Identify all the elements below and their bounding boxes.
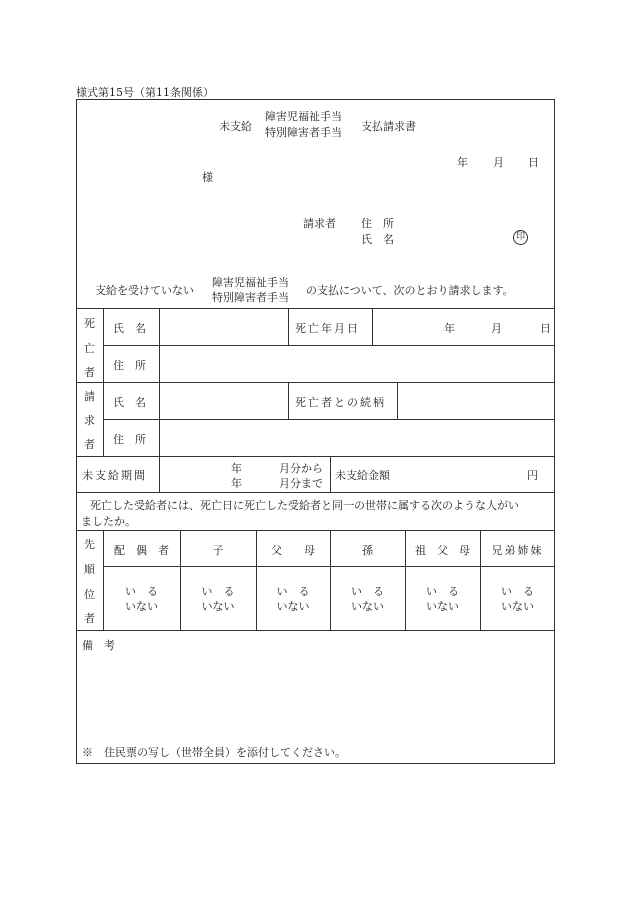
period-from-month: 月分から: [279, 462, 323, 475]
column-child: 子: [212, 544, 224, 557]
claimant-group-char-3: 者: [84, 438, 95, 451]
parents-option-no: いない: [276, 600, 310, 613]
unpaid-amount-unit: 円: [527, 469, 538, 482]
claimant-group-char-2: 求: [84, 414, 95, 427]
deceased-address-label: 住 所: [113, 359, 146, 372]
siblings-option-yes: い る: [501, 585, 534, 598]
death-date-day-unit: 日: [540, 322, 551, 335]
addressee-suffix: 様: [202, 171, 213, 184]
spouse-option-no: いない: [125, 600, 158, 613]
relation-label: 死亡者との続柄: [295, 396, 386, 409]
unpaid-amount-label: 未支給金額: [335, 469, 390, 482]
deceased-group-char-1: 死: [84, 317, 95, 330]
date-month-label: 月: [493, 156, 504, 169]
question-line-2: ましたか。: [81, 515, 136, 528]
priority-group-char-4: 者: [84, 612, 95, 625]
title-allowance-2: 特別障害者手当: [265, 126, 342, 139]
column-parents: 父 母: [271, 544, 315, 557]
column-grandparents: 祖 父 母: [415, 544, 470, 557]
title-prefix: 未支給: [219, 120, 252, 133]
title-allowance-1: 障害児福祉手当: [265, 110, 342, 123]
grandparents-option-no: いない: [426, 600, 459, 613]
child-option-no: いない: [201, 600, 235, 613]
title-suffix: 支払請求書: [361, 120, 416, 133]
claimant-header-label: 請求者: [303, 217, 336, 230]
claimant-header-address-label: 住 所: [361, 217, 394, 230]
grandparents-option-yes: い る: [426, 585, 459, 598]
question-line-1: 死亡した受給者には、死亡日に死亡した受給者と同一の世帯に属する次のような人がい: [90, 499, 519, 512]
statement-prefix: 支給を受けていない: [95, 284, 194, 297]
deceased-group-char-3: 者: [84, 366, 95, 379]
form-number: 様式第15号（第11条関係）: [76, 86, 214, 99]
column-grandchild: 孫: [362, 544, 373, 557]
seal-mark: 印: [513, 230, 528, 245]
deceased-group-char-2: 亡: [84, 342, 95, 355]
date-day-label: 日: [528, 156, 539, 169]
claimant-name-label: 氏 名: [113, 396, 146, 409]
grandchild-option-no: いない: [351, 600, 384, 613]
claimant-address-label: 住 所: [113, 433, 146, 446]
period-to-year: 年: [231, 477, 242, 490]
remarks-label: 備 考: [82, 639, 115, 652]
column-siblings: 兄弟姉妹: [491, 544, 544, 557]
priority-group-char-3: 位: [84, 588, 95, 601]
unpaid-period-label: 未支給期間: [82, 469, 147, 482]
attachment-note: ※ 住民票の写し（世帯全員）を添付してください。: [82, 746, 346, 759]
child-option-yes: い る: [201, 585, 235, 598]
date-year-label: 年: [457, 156, 468, 169]
statement-allowance-2: 特別障害者手当: [212, 291, 289, 304]
statement-allowance-1: 障害児福祉手当: [212, 276, 289, 289]
death-date-month-unit: 月: [491, 322, 502, 335]
grandchild-option-yes: い る: [351, 585, 384, 598]
death-date-label: 死亡年月日: [295, 322, 360, 335]
siblings-option-no: いない: [501, 600, 534, 613]
claimant-group-char-1: 請: [84, 390, 95, 403]
form-frame: [76, 99, 555, 764]
death-date-year-unit: 年: [444, 322, 455, 335]
claimant-header-name-label: 氏 名: [361, 233, 394, 246]
column-spouse: 配 偶 者: [114, 544, 169, 557]
statement-suffix: の支払について、次のとおり請求します。: [306, 284, 514, 297]
deceased-name-label: 氏 名: [113, 322, 146, 335]
spouse-option-yes: い る: [125, 585, 158, 598]
parents-option-yes: い る: [276, 585, 310, 598]
period-to-month: 月分まで: [279, 477, 323, 490]
period-from-year: 年: [231, 462, 242, 475]
priority-group-char-1: 先: [84, 538, 95, 551]
priority-group-char-2: 順: [84, 563, 95, 576]
